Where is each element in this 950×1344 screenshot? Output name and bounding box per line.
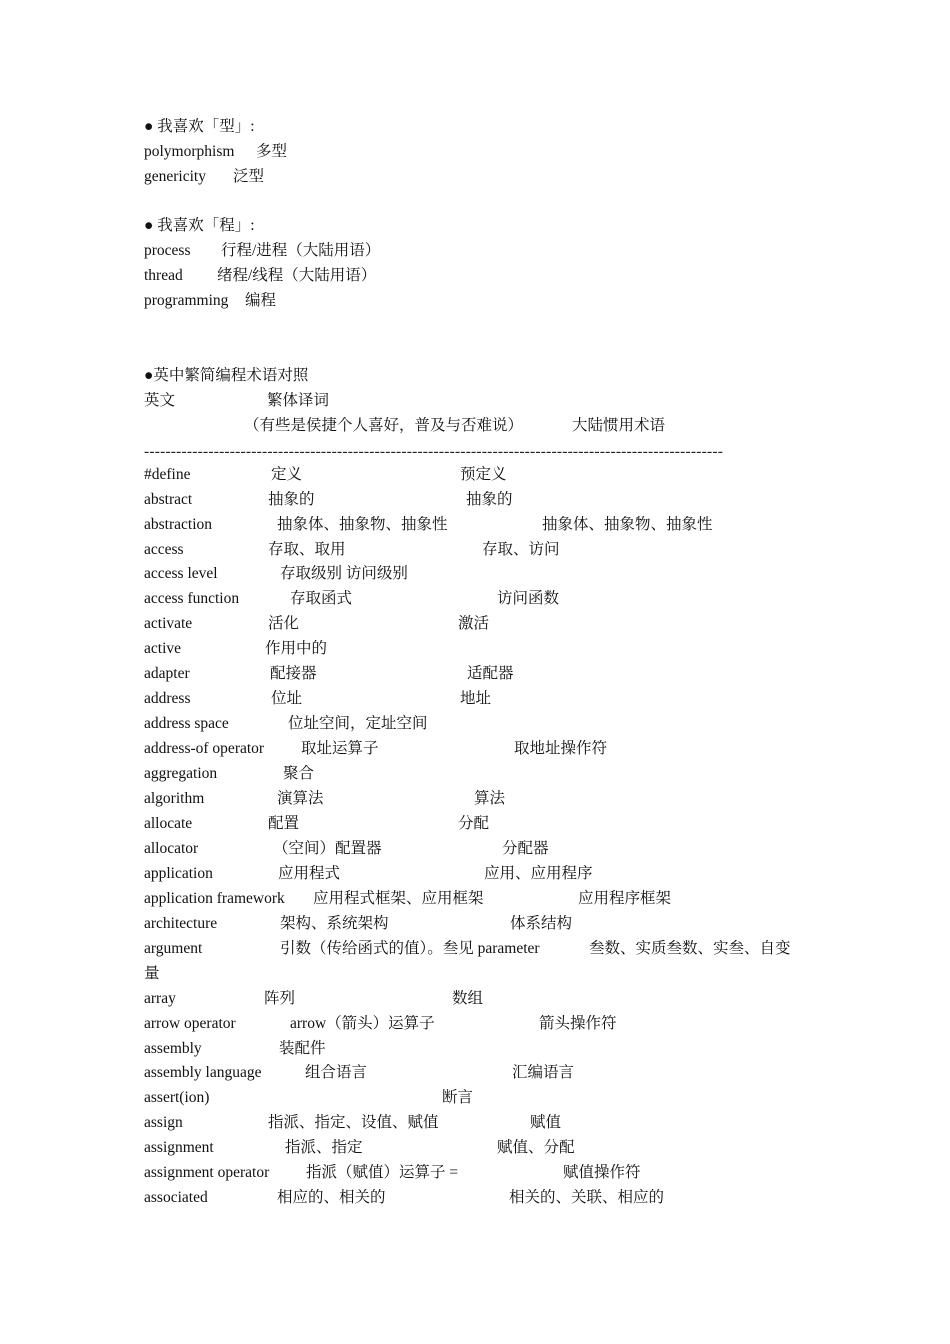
entry-english: address space: [144, 715, 229, 732]
term-zh: 编程: [245, 292, 277, 309]
entry-mainland: 地址: [460, 690, 492, 707]
entry-mainland: 存取、访问: [482, 541, 560, 558]
entry-traditional: 相应的、相关的: [277, 1189, 386, 1206]
entry-traditional: 位址空间，定址空间: [288, 715, 428, 732]
entry-mainland: 激活: [458, 615, 490, 632]
term-en: polymorphism: [144, 143, 235, 160]
entry-traditional: 指派（赋值）运算子 =: [306, 1164, 459, 1181]
entry-traditional: 装配件: [279, 1040, 326, 1057]
entry-mainland: 应用、应用程序: [484, 865, 593, 882]
entry-mainland: 叁数、实质叁数、实叁、自变: [589, 940, 791, 957]
entry-mainland: 断言: [442, 1089, 474, 1106]
entry-english: activate: [144, 615, 193, 632]
entry-english: application framework: [144, 890, 285, 907]
entry-english: assert(ion): [144, 1089, 210, 1106]
entry-traditional: 指派、指定: [285, 1139, 363, 1156]
entry-english: assignment: [144, 1139, 214, 1156]
entry-mainland: 体系结构: [510, 915, 573, 932]
entry-mainland: 箭头操作符: [539, 1015, 617, 1032]
entry-traditional: 架构、系统架构: [280, 915, 389, 932]
entry-mainland: 抽象的: [466, 491, 513, 508]
entry-english: access function: [144, 590, 240, 607]
glossary-title: ●英中繁简编程术语对照: [144, 367, 309, 384]
entry-english: address-of operator: [144, 740, 265, 757]
entry-english: allocator: [144, 840, 199, 857]
entry-english: argument: [144, 940, 203, 957]
entry-traditional: 抽象体、抽象物、抽象性: [277, 516, 448, 533]
entry-traditional: 配接器: [270, 665, 317, 682]
entry-mainland: 分配: [458, 815, 490, 832]
term-zh: 行程/进程（大陆用语）: [221, 242, 381, 259]
entry-english: active: [144, 640, 182, 657]
entry-english: access level: [144, 565, 218, 582]
entry-traditional: 作用中的: [265, 640, 328, 657]
entry-mainland: 赋值、分配: [497, 1139, 575, 1156]
entry-english: associated: [144, 1189, 208, 1206]
entry-traditional: 存取、取用: [268, 541, 346, 558]
entry-english: access: [144, 541, 184, 558]
entry-english: assign: [144, 1114, 183, 1131]
term-en: genericity: [144, 168, 206, 185]
entry-traditional: 应用程式: [278, 865, 341, 882]
entry-traditional: 抽象的: [268, 491, 315, 508]
entry-traditional: 演算法: [277, 790, 324, 807]
entry-mainland: 取地址操作符: [514, 740, 608, 757]
entry-mainland: 分配器: [502, 840, 549, 857]
entry-english: aggregation: [144, 765, 218, 782]
entry-mainland-continued: 量: [144, 965, 160, 982]
term-en: programming: [144, 292, 229, 309]
entry-mainland: 适配器: [467, 665, 514, 682]
entry-mainland: 算法: [474, 790, 506, 807]
entry-mainland: 赋值: [530, 1114, 562, 1131]
entry-traditional: 聚合: [283, 765, 315, 782]
term-zh: 绪程/线程（大陆用语）: [217, 267, 377, 284]
entry-traditional: （空间）配置器: [273, 840, 382, 857]
header-divider: ------------------------------------------------------------------------------------------------------------: [144, 443, 724, 460]
term-en: thread: [144, 267, 183, 284]
section-heading-cheng: ● 我喜欢「程」:: [144, 217, 255, 234]
entry-english: allocate: [144, 815, 193, 832]
entry-traditional: 存取函式: [290, 590, 353, 607]
entry-traditional: 引数（传给函式的值）。叁见 parameter: [280, 940, 540, 957]
entry-traditional: 配置: [268, 815, 300, 832]
column-header-traditional: 繁体译词: [267, 392, 330, 409]
entry-mainland: 应用程序框架: [578, 890, 672, 907]
entry-traditional: 活化: [268, 615, 300, 632]
entry-traditional: 组合语言: [305, 1064, 368, 1081]
entry-mainland: 汇编语言: [512, 1064, 575, 1081]
entry-english: adapter: [144, 665, 190, 682]
column-header-mainland: 大陆惯用术语: [572, 417, 666, 434]
entry-english: algorithm: [144, 790, 205, 807]
section-heading-xing: ● 我喜欢「型」:: [144, 118, 255, 135]
entry-mainland: 预定义: [460, 466, 507, 483]
entry-traditional: arrow（箭头）运算子: [290, 1015, 435, 1032]
term-zh: 多型: [256, 143, 288, 160]
entry-english: abstract: [144, 491, 193, 508]
entry-mainland: 访问函数: [497, 590, 560, 607]
entry-english: application: [144, 865, 213, 882]
term-en: process: [144, 242, 191, 259]
entry-traditional: 取址运算子: [301, 740, 379, 757]
column-header-english: 英文: [144, 392, 176, 409]
entry-english: assignment operator: [144, 1164, 270, 1181]
entry-traditional: 位址: [271, 690, 303, 707]
entry-english: abstraction: [144, 516, 213, 533]
entry-english: #define: [144, 466, 191, 483]
entry-english: array: [144, 990, 176, 1007]
entry-traditional: 阵列: [264, 990, 296, 1007]
entry-traditional: 存取级别 访问级别: [280, 565, 408, 582]
entry-english: architecture: [144, 915, 218, 932]
entry-english: assembly language: [144, 1064, 262, 1081]
entry-english: arrow operator: [144, 1015, 236, 1032]
entry-traditional: 指派、指定、设值、赋值: [268, 1114, 439, 1131]
entry-traditional: 应用程式框架、应用框架: [313, 890, 484, 907]
entry-english: address: [144, 690, 191, 707]
entry-traditional: 定义: [271, 466, 303, 483]
entry-mainland: 抽象体、抽象物、抽象性: [542, 516, 713, 533]
entry-mainland: 相关的、关联、相应的: [509, 1189, 665, 1206]
entry-mainland: 数组: [452, 990, 484, 1007]
column-header-note: （有些是侯捷个人喜好，普及与否难说）: [244, 417, 524, 434]
term-zh: 泛型: [233, 168, 265, 185]
entry-mainland: 赋值操作符: [563, 1164, 641, 1181]
entry-english: assembly: [144, 1040, 202, 1057]
